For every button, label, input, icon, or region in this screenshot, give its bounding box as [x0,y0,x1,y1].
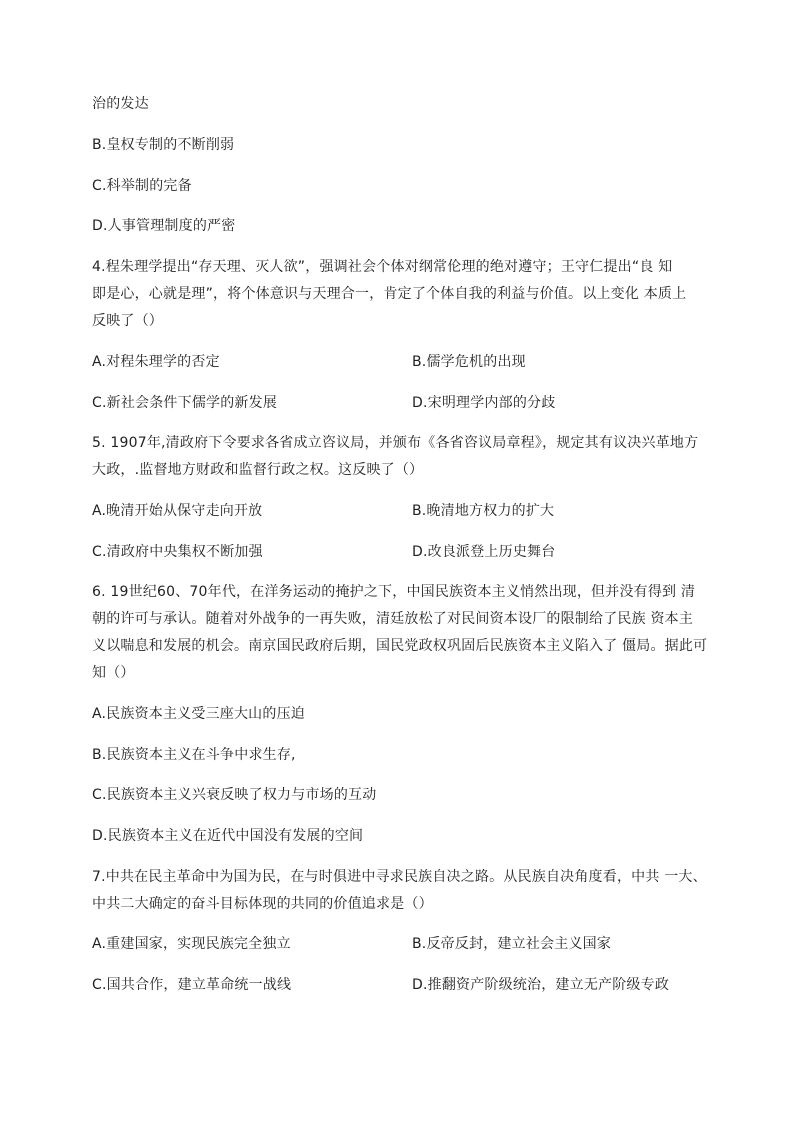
option-line: A.民族资本主义受三座大山的压迫 [92,706,305,722]
option-line: B.民族资本主义在斗争中求生存, [92,747,296,763]
option-d: D.宋明理学内部的分歧 [412,395,556,411]
option-row [92,975,670,995]
question-7-line: 中共二大确定的奋斗目标体现的共同的价值追求是（） [92,896,433,912]
option-line: D.民族资本主义在近代中国没有发展的空间 [92,828,364,844]
option-line: D.人事管理制度的严密 [92,218,236,234]
question-6-line: 知（） [92,665,135,681]
question-4-line: 即是心，心就是理”，将个体意识与天理合一，肯定了个体自我的利益与价值。以上变化 本质上 [92,286,687,302]
option-row [92,393,556,413]
question-6-line: 6. 19世纪60、70年代，在洋务运动的掩护之下，中国民族资本主义悄然出现，但并没有得到 清 [92,584,696,600]
option-a: A.晚清开始从保守走向开放 [92,503,263,519]
option-c: C.新社会条件下儒学的新发展 [92,395,278,411]
option-b: B.儒学危机的出现 [412,354,526,370]
option-c: C.国共合作，建立革命统一战线 [92,977,292,993]
question-4-line: 反映了（） [92,313,163,329]
option-a: A.对程朱理学的否定 [92,354,220,370]
question-6-line: 义以喘息和发展的机会。南京国民政府后期，国民党政权巩固后民族资本主义陷入了 僵局。据此可 [92,638,708,654]
option-a: A.重建国家，实现民族完全独立 [92,936,291,952]
option-row [92,352,526,372]
option-line: C.科举制的完备 [92,178,192,194]
option-c: C.清政府中央集权不断加强 [92,544,263,560]
question-6-line: 朝的许可与承认。随着对外战争的一再失败，清廷放松了对民间资本设厂的限制给了民族 资本主 [92,611,694,627]
question-4-line: 4.程朱理学提出“存天理、灭人欲”，强调社会个体对纲常伦理的绝对遵守；王守仁提出“良 知 [92,259,673,275]
option-row [92,501,555,521]
option-b: B.反帝反封，建立社会主义国家 [412,936,612,952]
question-7-line: 7.中共在民主革命中为国为民，在与时俱进中寻求民族自决之路。从民族自决角度看，中共 一大、 [92,869,707,885]
option-row [92,542,556,562]
option-line: B.皇权专制的不断削弱 [92,137,235,153]
option-d: D.推翻资产阶级统治，建立无产阶级专政 [412,977,670,993]
question-5-line: 大政，.监督地方财政和监督行政之权。这反映了（） [92,462,424,478]
question-5-line: 5. 1907年,清政府下令要求各省成立咨议局，并颁布《各省咨议局章程》，规定其有议决兴革地方 [92,435,699,451]
option-d: D.改良派登上历史舞台 [412,544,556,560]
option-b: B.晚清地方权力的扩大 [412,503,555,519]
text-line: 治的发达 [92,96,149,112]
option-row [92,934,612,954]
option-line: C.民族资本主义兴衰反映了权力与市场的互动 [92,787,377,803]
